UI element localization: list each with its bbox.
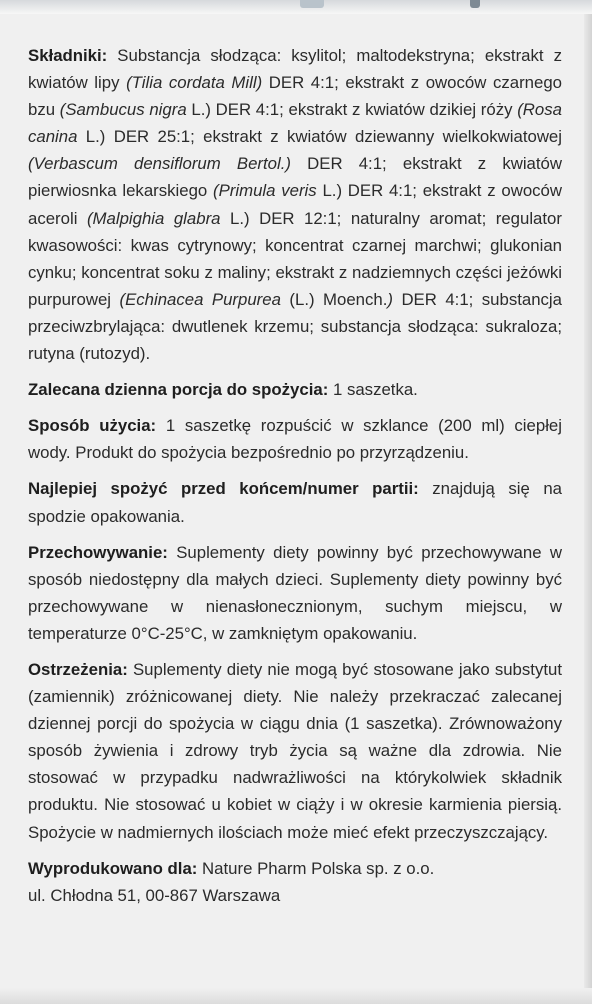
manufacturer-name: Nature Pharm Polska sp. z o.o.	[197, 858, 435, 878]
ingredients-text: DER 4:1; ekstrakt z kwiatów pierwiosnka lekarskiego	[28, 154, 562, 201]
package-side-edge	[584, 14, 592, 1004]
manufacturer-paragraph	[28, 855, 562, 909]
ingredients-text: L.) DER 12:1; naturalny aromat; regulator kwasowości: kwas cytrynowy; koncentrat czarnej marchwi; glukonian cynku; koncentrat soku z maliny; ekstrakt z nadziemnych części jeżówki purpurowej	[28, 208, 562, 309]
warnings-heading: Ostrzeżenia:	[28, 659, 128, 679]
storage-paragraph	[28, 539, 562, 647]
package-print-mark	[300, 0, 324, 8]
latin-name: (Sambucus nigra	[59, 100, 187, 120]
latin-name: (Tilia cordata Mill)	[126, 73, 263, 93]
ingredients-text: DER 4:1; ekstrakt z owoców czarnego bzu	[28, 73, 562, 120]
usage-text: 1 saszetkę rozpuścić w szklance (200 ml) ciepłej wody. Produkt do spożycia bezpośrednio po przyrządzeniu.	[28, 416, 562, 463]
usage-heading: Sposób użycia:	[28, 416, 157, 436]
usage-paragraph	[28, 412, 562, 466]
package-top-edge	[0, 0, 592, 14]
warnings-text: Suplementy diety nie mogą być stosowane jako substytut (zamiennik) zróżnicowanej diety. Nie należy przekraczać zalecanej dziennej porcji do spożycia w ciągu dnia (1 saszetka). Zrównoważony sposób żywienia i zdrowy tryb życia są ważne dla zdrowia. Nie stosować w przypadku nadwrażliwości na którykolwiek składnik produktu. Nie stosować u kobiet w ciąży i w okresie karmienia piersią. Spożycie w nadmiernych ilościach może mieć efekt przeczyszczający.	[28, 659, 562, 842]
manufacturer-heading: Wyprodukowano dla:	[28, 858, 198, 878]
product-label-text	[28, 42, 562, 918]
latin-name: )	[387, 289, 393, 309]
ingredients-text: L.) DER 4:1; ekstrakt z owoców aceroli	[28, 181, 562, 228]
ingredients-text: DER 4:1; substancja przeciwzbrylająca: dwutlenek krzemu; substancja słodząca: sukraloza; rutyna (rutozyd).	[28, 289, 562, 364]
package-bottom-edge	[0, 988, 592, 1004]
ingredients-heading: Składniki:	[28, 46, 108, 65]
ingredients-text: L.) DER 25:1; ekstrakt z kwiatów dziewanny wielkokwiatowej	[77, 127, 562, 147]
latin-name: (Rosa canina	[28, 100, 562, 147]
latin-name: (Primula veris	[213, 181, 317, 201]
daily-portion-paragraph	[28, 376, 562, 403]
best-before-heading: Najlepiej spożyć przed końcem/numer partii:	[28, 479, 419, 499]
best-before-text: znajdują się na spodzie opakowania.	[28, 479, 562, 526]
storage-heading: Przechowywanie:	[28, 542, 168, 562]
storage-text: Suplementy diety powinny być przechowywane w sposób niedostępny dla małych dzieci. Suplementy diety powinny być przechowywane w nienasłonecznionym, suchym miejscu, w temperaturze 0°C-25°C, w zamkniętym opakowaniu.	[28, 542, 562, 643]
best-before-paragraph	[28, 475, 562, 529]
ingredients-text: Substancja słodząca: ksylitol; maltodekstryna; ekstrakt z kwiatów lipy	[28, 46, 562, 93]
daily-portion-heading: Zalecana dzienna porcja do spożycia:	[28, 380, 329, 400]
warnings-paragraph	[28, 656, 562, 846]
ingredients-paragraph	[28, 42, 562, 367]
manufacturer-address: ul. Chłodna 51, 00-867 Warszawa	[28, 885, 281, 905]
ingredients-text: (L.) Moench.	[280, 289, 388, 309]
latin-name: (Echinacea Purpurea	[119, 289, 281, 309]
latin-name: (Malpighia glabra	[86, 208, 221, 228]
ingredients-text: L.) DER 4:1; ekstrakt z kwiatów dzikiej róży	[186, 100, 518, 120]
latin-name: (Verbascum densiflorum Bertol.)	[28, 154, 291, 174]
daily-portion-text: 1 saszetka.	[328, 380, 418, 400]
package-print-mark	[470, 0, 480, 8]
